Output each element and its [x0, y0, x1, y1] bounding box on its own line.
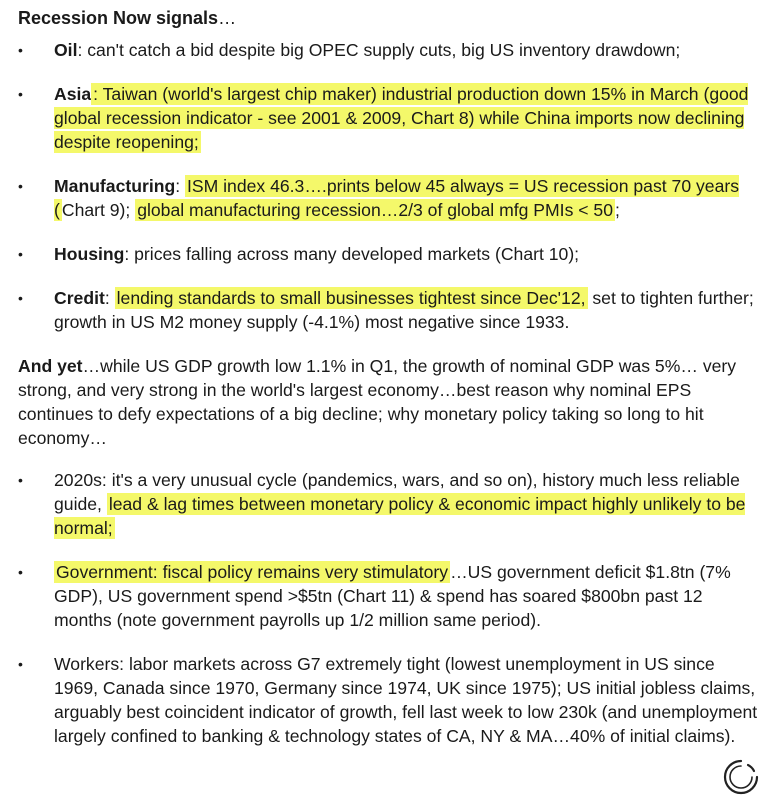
signal-item: [18, 286, 763, 334]
body-text: Workers: labor markets across G7 extremely tight (lowest unemployment in US since 1969, Canada since 1970, Germany since 1974, UK since 1975); US initial jobless claims, arguably best coincident indicator of growth, fell last week to low 230k (and unemployment largely confined to banking & technology states of CA, NY & MA…40% of initial claims).: [54, 654, 758, 746]
points-list: [18, 468, 763, 748]
body-text: set to tighten further; growth in US M2 money supply (-4.1%) most negative since 1933.: [54, 288, 754, 332]
highlighted-text: ISM index 46.3….prints below 45 always = US recession past 70 years (: [54, 176, 740, 220]
highlighted-text: global manufacturing recession…2/3 of global mfg PMIs < 50: [137, 200, 613, 220]
body-text: : prices falling across many developed markets (Chart 10);: [124, 244, 580, 264]
bank-swirl-logo-icon: [721, 757, 761, 797]
signal-term: Manufacturing: [54, 176, 176, 196]
signal-item: [18, 38, 763, 62]
point-item: [18, 652, 763, 748]
and-yet-text: …while US GDP growth low 1.1% in Q1, the growth of nominal GDP was 5%… very strong, and very strong in the world's largest economy…best reason why nominal EPS continues to defy expectations of a big decline; why monetary policy taking so long to hit economy…: [18, 356, 737, 448]
body-text: :: [175, 176, 185, 196]
bullet-icon: •: [18, 472, 23, 488]
document-body: [18, 4, 763, 768]
body-text: : can't catch a bid despite big OPEC supply cuts, big US inventory drawdown;: [77, 40, 681, 60]
point-item: [18, 560, 763, 632]
signal-term: Oil: [54, 40, 78, 60]
heading-bold: Recession Now signals: [18, 8, 219, 28]
signal-term: Credit: [54, 288, 105, 308]
highlighted-text: lending standards to small businesses tightest since Dec'12,: [116, 288, 586, 308]
section-heading: [18, 6, 763, 30]
highlighted-text: : Taiwan (world's largest chip maker) industrial production down 15% in March (good global recession indicator - see 2001 & 2009, Chart 8) while China imports now declining despite reopening;: [54, 84, 749, 152]
bullet-icon: •: [18, 246, 23, 262]
heading-ellipsis: …: [218, 8, 237, 28]
signal-item: [18, 242, 763, 266]
signal-term: Housing: [54, 244, 125, 264]
bullet-icon: •: [18, 86, 23, 102]
signals-list: [18, 38, 763, 334]
and-yet-bold: And yet: [18, 356, 83, 376]
body-text: …US government deficit $1.8tn (7% GDP), US government spend >$5tn (Chart 11) & spend has soared $800bn past 12 months (note government payrolls up 1/2 million same period).: [54, 562, 731, 630]
bullet-icon: •: [18, 564, 23, 580]
signal-item: [18, 174, 763, 222]
bullet-icon: •: [18, 656, 23, 672]
bullet-icon: •: [18, 290, 23, 306]
bullet-icon: •: [18, 178, 23, 194]
body-text: Chart 9);: [61, 200, 136, 220]
body-text: ;: [614, 200, 620, 220]
body-text: :: [104, 288, 115, 308]
highlighted-text: Government: fiscal policy remains very stimulatory: [56, 562, 449, 582]
bullet-icon: •: [18, 42, 23, 58]
highlighted-text: lead & lag times between monetary policy & economic impact highly unlikely to be normal;: [54, 494, 746, 538]
body-text: 2020s: it's a very unusual cycle (pandemics, wars, and so on), history much less reliable guide,: [54, 470, 740, 514]
and-yet-paragraph: [18, 354, 763, 450]
signal-term: Asia: [54, 84, 92, 104]
point-item: [18, 468, 763, 540]
signal-item: [18, 82, 763, 154]
